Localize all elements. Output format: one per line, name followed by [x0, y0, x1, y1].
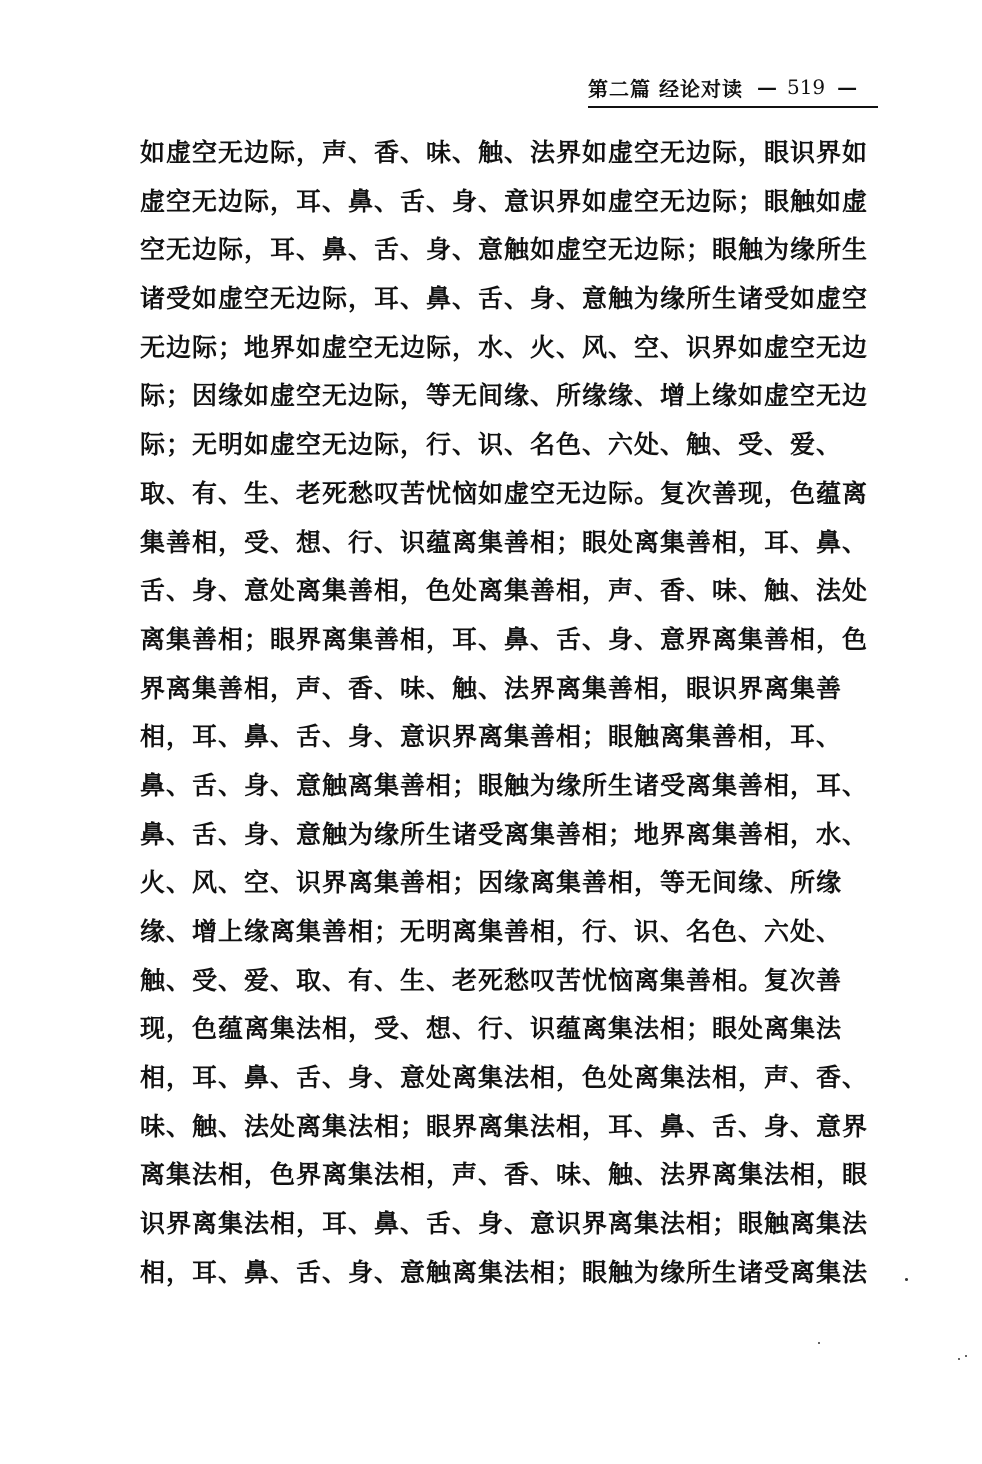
scan-speck — [965, 1355, 967, 1357]
text-line: 虚空无边际，耳、鼻、舌、身、意识界如虚空无边际；眼触如虚 — [140, 186, 869, 216]
text-line: 相，耳、鼻、舌、身、意处离集法相，色处离集法相，声、香、 — [140, 1063, 869, 1093]
text-line: 离集善相；眼界离集善相，耳、鼻、舌、身、意界离集善相，色 — [140, 624, 869, 654]
text-line: 际；因缘如虚空无边际，等无间缘、所缘缘、增上缘如虚空无边 — [140, 381, 869, 411]
running-title: 第二篇 经论对读 — [588, 76, 743, 101]
text-line: 鼻、舌、身、意触为缘所生诸受离集善相；地界离集善相，水、 — [140, 819, 869, 849]
text-line: 空无边际，耳、鼻、舌、身、意触如虚空无边际；眼触为缘所生 — [140, 235, 869, 265]
header-dash-left: — — [756, 75, 777, 99]
scan-speck — [958, 1358, 960, 1360]
text-line: 现，色蕴离集法相，受、想、行、识蕴离集法相；眼处离集法 — [140, 1014, 843, 1044]
scan-speck — [818, 1342, 820, 1344]
text-line: 如虚空无边际，声、香、味、触、法界如虚空无边际，眼识界如 — [140, 138, 869, 167]
text-line: 界离集善相，声、香、味、触、法界离集善相，眼识界离集善 — [140, 673, 843, 703]
text-line: 味、触、法处离集法相；眼界离集法相，耳、鼻、舌、身、意界 — [140, 1111, 869, 1141]
text-line: 无边际；地界如虚空无边际，水、火、风、空、识界如虚空无边 — [140, 332, 869, 362]
text-line: 缘、增上缘离集善相；无明离集善相，行、识、名色、六处、 — [140, 917, 843, 946]
text-line: 相，耳、鼻、舌、身、意识界离集善相；眼触离集善相，耳、 — [140, 722, 843, 752]
text-line: 相，耳、鼻、舌、身、意触离集法相；眼触为缘所生诸受离集法 — [140, 1257, 869, 1287]
text-line: 诸受如虚空无边际，耳、鼻、舌、身、意触为缘所生诸受如虚空 — [140, 284, 869, 314]
page-header — [588, 70, 878, 104]
text-line: 火、风、空、识界离集善相；因缘离集善相，等无间缘、所缘 — [140, 868, 843, 898]
text-line: 取、有、生、老死愁叹苦忧恼如虚空无边际。复次善现，色蕴离 — [140, 478, 869, 508]
text-line: 识界离集法相，耳、鼻、舌、身、意识界离集法相；眼触离集法 — [140, 1209, 869, 1239]
page-number: 519 — [786, 75, 826, 99]
text-line: 集善相，受、想、行、识蕴离集善相；眼处离集善相，耳、鼻、 — [140, 527, 869, 557]
header-dash-right: — — [837, 75, 858, 99]
text-line: 触、受、爱、取、有、生、老死愁叹苦忧恼离集善相。复次善 — [140, 965, 843, 995]
text-line: 际；无明如虚空无边际，行、识、名色、六处、触、受、爱、 — [140, 430, 843, 460]
text-line: 鼻、舌、身、意触离集善相；眼触为缘所生诸受离集善相，耳、 — [140, 770, 869, 800]
text-line: 离集法相，色界离集法相，声、香、味、触、法界离集法相，眼 — [140, 1160, 869, 1190]
scan-speck — [905, 1278, 908, 1281]
text-line: 舌、身、意处离集善相，色处离集善相，声、香、味、触、法处 — [140, 576, 869, 606]
header-rule — [588, 106, 878, 108]
body-text — [140, 129, 900, 1298]
